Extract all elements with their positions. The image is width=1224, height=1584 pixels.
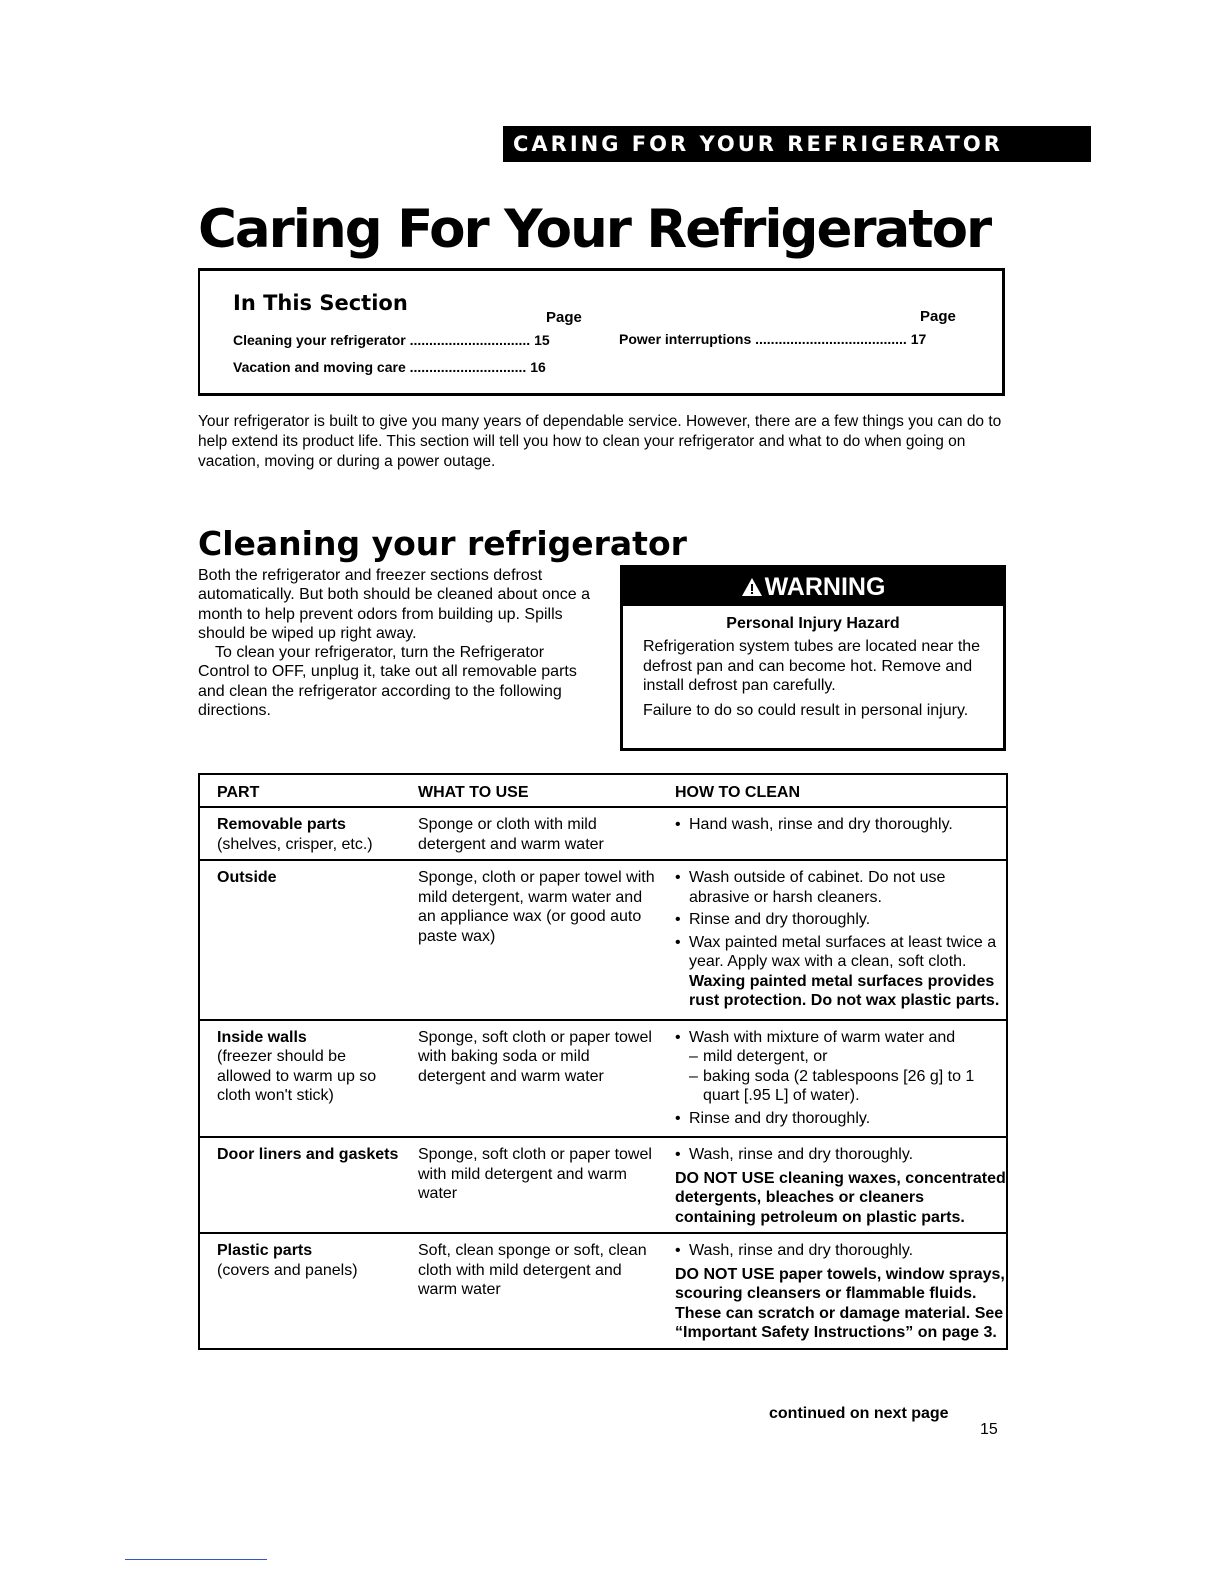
toc-entry-page: 16 bbox=[530, 359, 546, 375]
table-row bbox=[199, 860, 1007, 1020]
how-item: • Wash, rinse and dry thoroughly. bbox=[675, 1241, 1006, 1261]
part-cell bbox=[199, 860, 401, 1020]
use-cell: Sponge, soft cloth or paper towel with mild detergent and warm water bbox=[401, 1137, 658, 1233]
how-cell bbox=[658, 1233, 1007, 1349]
how-cell bbox=[658, 807, 1007, 860]
warning-triangle-icon bbox=[741, 577, 763, 597]
toc-entry-label: Power interruptions bbox=[619, 331, 752, 347]
how-item: • Wash, rinse and dry thoroughly. bbox=[675, 1145, 1006, 1165]
warning-failure: Failure to do so could result in personal injury. bbox=[643, 701, 969, 719]
section-toc-box bbox=[198, 268, 1005, 396]
part-name: Door liners and gaskets bbox=[217, 1146, 399, 1163]
section-banner: CARING FOR YOUR REFRIGERATOR bbox=[503, 126, 1091, 162]
toc-page-header-right: Page bbox=[920, 308, 956, 325]
toc-page-header-left: Page bbox=[546, 309, 582, 326]
toc-entry-cleaning[interactable] bbox=[233, 332, 550, 348]
toc-entry-label: Cleaning your refrigerator bbox=[233, 332, 406, 348]
part-note: (shelves, crisper, etc.) bbox=[217, 835, 373, 853]
part-name: Removable parts bbox=[217, 816, 346, 833]
part-name: Plastic parts bbox=[217, 1242, 313, 1259]
toc-entry-vacation[interactable] bbox=[233, 359, 546, 375]
footer-rule bbox=[125, 1559, 267, 1560]
how-main: Wash with mixture of warm water and bbox=[689, 1028, 956, 1046]
part-note: (covers and panels) bbox=[217, 1261, 358, 1279]
part-name: Inside walls bbox=[217, 1028, 307, 1046]
table-row bbox=[199, 1137, 1007, 1233]
table-row bbox=[199, 807, 1007, 860]
toc-entry-power[interactable] bbox=[619, 331, 926, 347]
how-item: • Rinse and dry thoroughly. bbox=[675, 1109, 1006, 1129]
cleaning-paragraph-1: Both the refrigerator and freezer sections defrost automatically. But both should be cleaned about once a month to help prevent odors from building up. Spills should be wiped up right away. bbox=[198, 567, 590, 642]
use-cell: Sponge, soft cloth or paper towel with baking soda or mild detergent and warm water bbox=[401, 1020, 658, 1138]
cleaning-section-title: Cleaning your refrigerator bbox=[198, 524, 687, 563]
toc-leader: ....................................... bbox=[751, 331, 907, 347]
part-name: Outside bbox=[217, 869, 277, 886]
toc-leader: .............................. bbox=[405, 359, 527, 375]
warning-hazard-title: Personal Injury Hazard bbox=[726, 615, 900, 632]
table-header-part: PART bbox=[199, 774, 401, 807]
how-wax-text: Wax painted metal surfaces at least twice a year. Apply wax with a clean, soft cloth. bbox=[689, 933, 997, 970]
table-header-how-to-clean: HOW TO CLEAN bbox=[658, 774, 1007, 807]
how-cell bbox=[658, 860, 1007, 1020]
table-row bbox=[199, 1020, 1007, 1138]
part-cell bbox=[199, 1137, 401, 1233]
warning-box bbox=[620, 565, 1006, 751]
cleaning-body bbox=[198, 566, 593, 720]
how-note: DO NOT USE cleaning waxes, concentrated detergents, bleaches or cleaners containing petroleum on plastic parts. bbox=[675, 1169, 1006, 1226]
how-subitem: – mild detergent, or bbox=[689, 1047, 1006, 1067]
how-subitem: – baking soda (2 tablespoons [26 g] to 1 quart [.95 L] of water). bbox=[689, 1067, 1006, 1106]
toc-entry-page: 17 bbox=[910, 331, 927, 347]
page-title: Caring For Your Refrigerator bbox=[198, 199, 991, 260]
page-number: 15 bbox=[980, 1421, 998, 1438]
toc-leader: ............................... bbox=[405, 332, 531, 348]
cleaning-paragraph-2: To clean your refrigerator, turn the Refrigerator Control to OFF, unplug it, take out all removable parts and clean the refrigerator according to the following directions. bbox=[198, 644, 577, 720]
cleaning-table bbox=[198, 773, 1008, 1350]
warning-label: WARNING bbox=[764, 573, 886, 601]
table-header-what-to-use: WHAT TO USE bbox=[401, 774, 658, 807]
warning-body: Refrigeration system tubes are located near the defrost pan and can become hot. Remove and install defrost pan carefully. bbox=[643, 638, 981, 694]
toc-heading: In This Section bbox=[233, 291, 408, 315]
use-cell: Soft, clean sponge or soft, clean cloth with mild detergent and warm water bbox=[401, 1233, 658, 1349]
how-item: • Hand wash, rinse and dry thoroughly. bbox=[675, 815, 1006, 835]
warning-header bbox=[623, 568, 1003, 606]
how-cell bbox=[658, 1020, 1007, 1138]
part-cell bbox=[199, 807, 401, 860]
how-item: • Wash outside of cabinet. Do not use abrasive or harsh cleaners. bbox=[675, 868, 1006, 907]
toc-entry-page: 15 bbox=[534, 332, 550, 348]
part-cell bbox=[199, 1020, 401, 1138]
how-item: • Rinse and dry thoroughly. bbox=[675, 910, 1006, 930]
how-wax-bold: Waxing painted metal surfaces provides rust protection. Do not wax plastic parts. bbox=[689, 972, 1000, 1009]
part-note: (freezer should be allowed to warm up so cloth won't stick) bbox=[217, 1048, 377, 1104]
toc-entry-label: Vacation and moving care bbox=[233, 359, 406, 375]
intro-paragraph: Your refrigerator is built to give you many years of dependable service. However, there are a few things you can do to help extend its product life. This section will tell you how to clean your refrigerator and what to do when going on vacation, moving or during a power outage. bbox=[198, 413, 1002, 470]
use-cell: Sponge, cloth or paper towel with mild detergent, warm water and an appliance wax (or good auto paste wax) bbox=[401, 860, 658, 1020]
continued-note: continued on next page bbox=[769, 1405, 949, 1422]
table-header-row bbox=[199, 774, 1007, 807]
how-note: DO NOT USE paper towels, window sprays, scouring cleansers or flammable fluids. These can scratch or damage material. See “Important Safety Instructions” on page 3. bbox=[675, 1265, 1005, 1341]
how-cell bbox=[658, 1137, 1007, 1233]
table-row bbox=[199, 1233, 1007, 1349]
how-item bbox=[675, 1028, 1006, 1106]
how-item-wax bbox=[675, 933, 1006, 1011]
use-cell: Sponge or cloth with mild detergent and warm water bbox=[401, 807, 658, 860]
part-cell bbox=[199, 1233, 401, 1349]
